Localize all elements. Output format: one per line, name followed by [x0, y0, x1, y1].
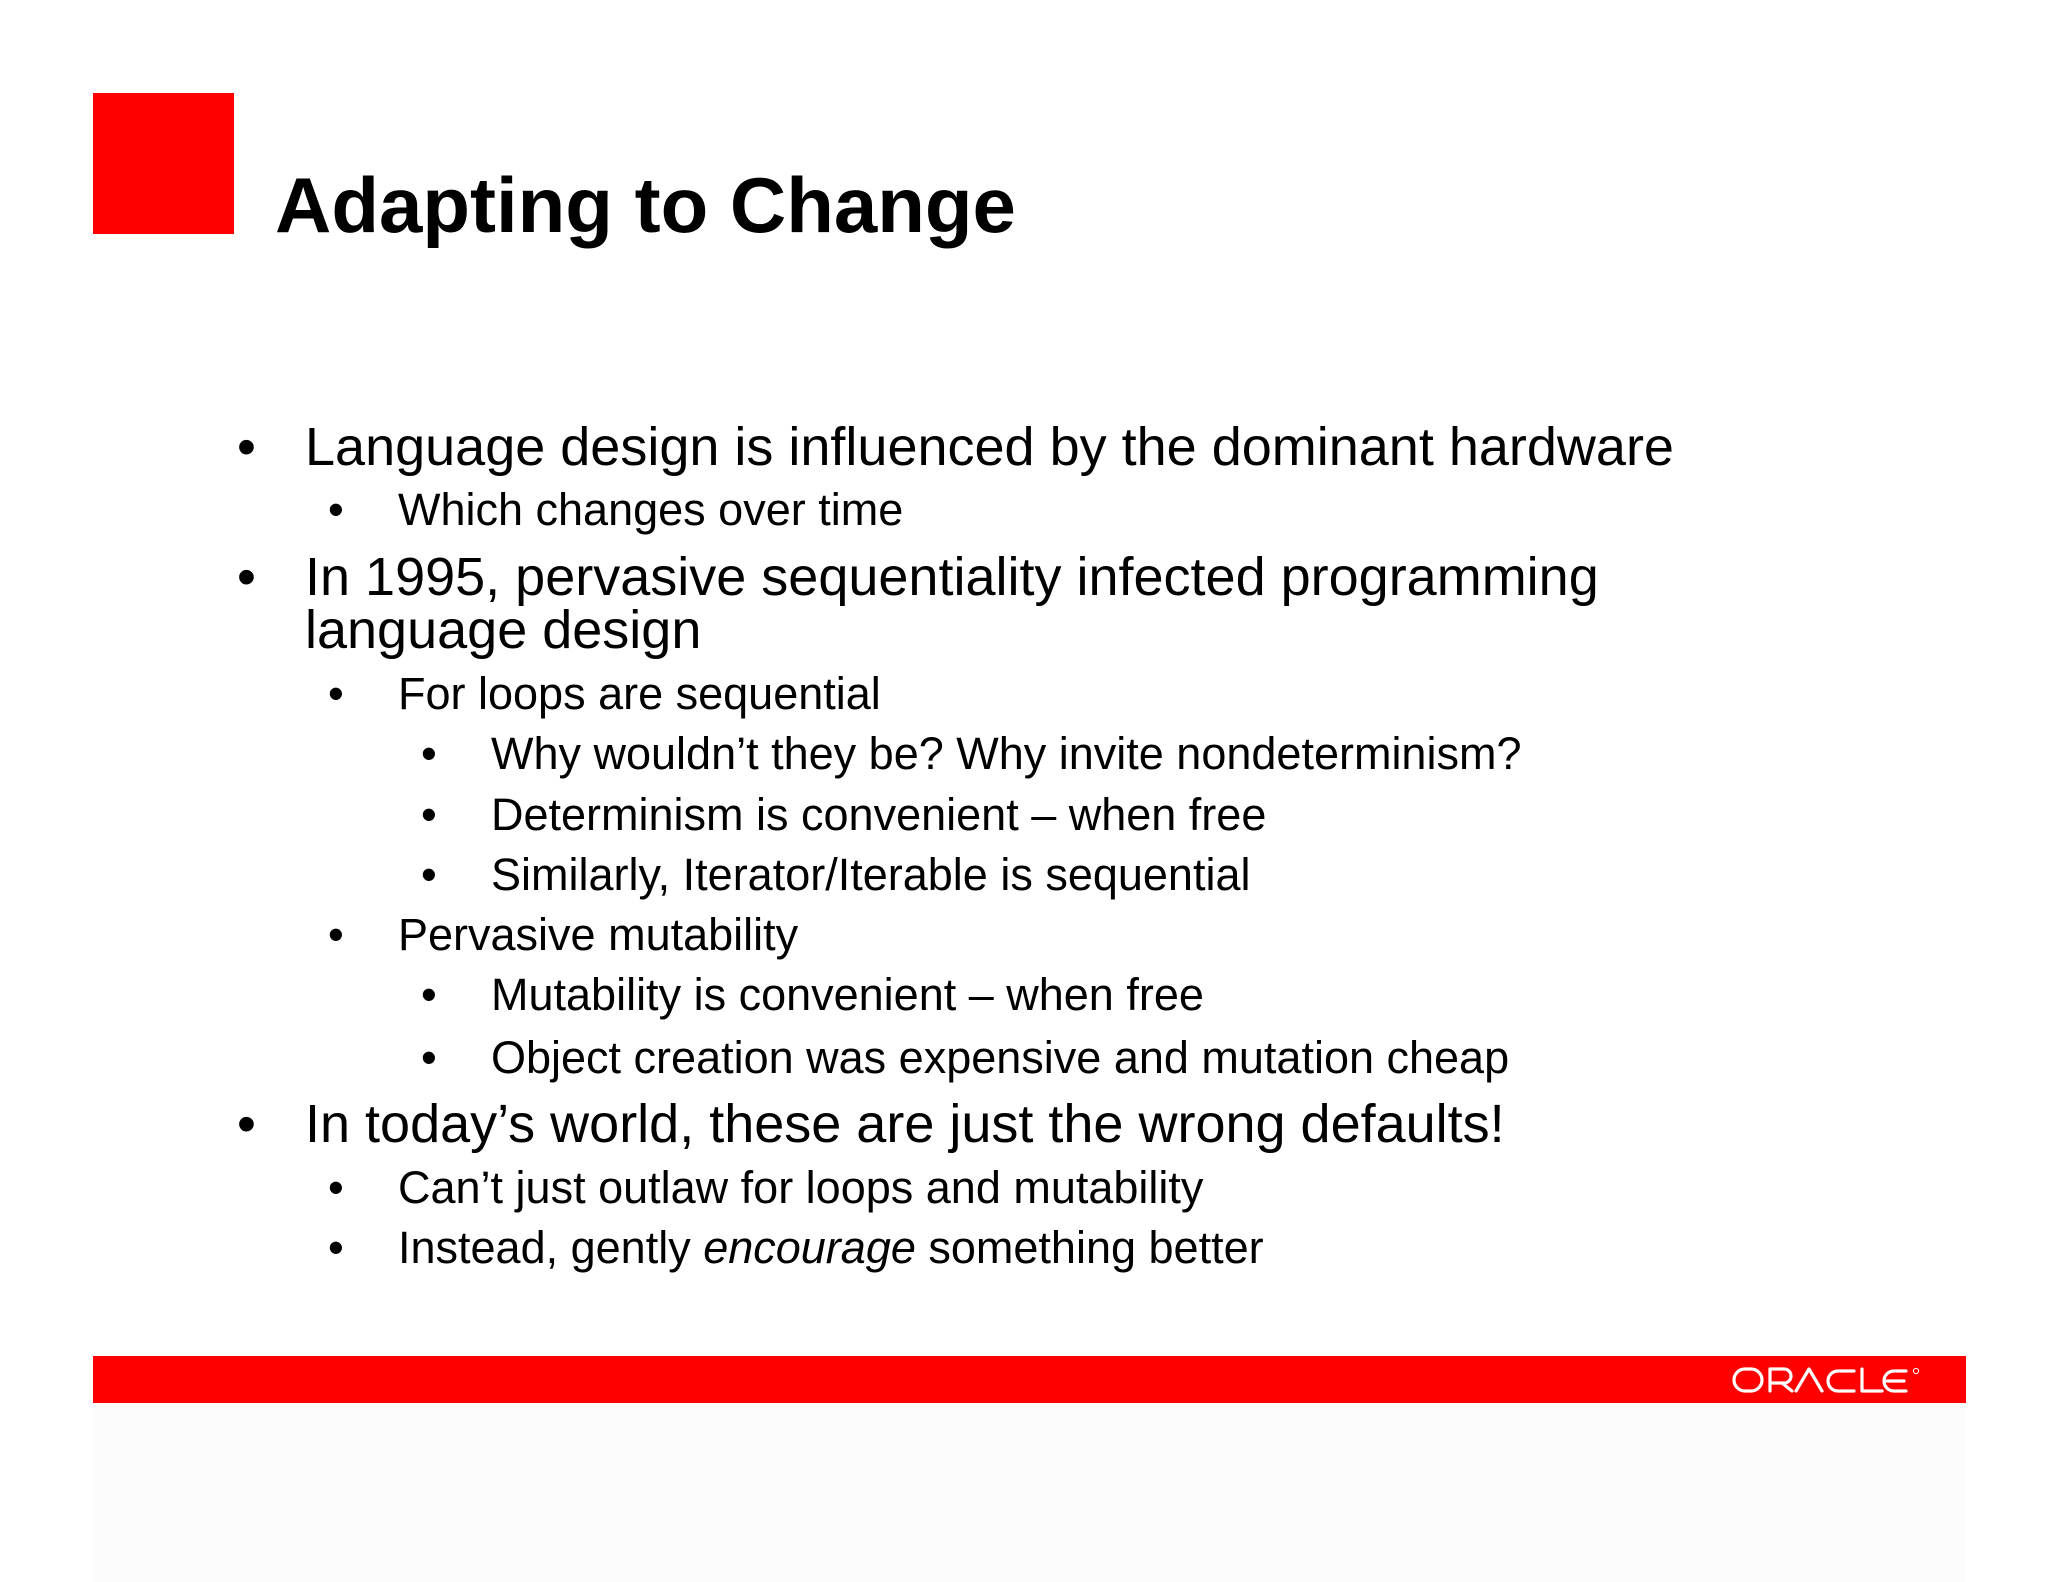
bullet-text-part: something better	[915, 1222, 1264, 1273]
bullet-item-level1	[237, 417, 1674, 477]
bullet-text-emphasis: encourage	[703, 1222, 916, 1273]
bullet-text: Language design is influenced by the dominant hardware	[305, 417, 1674, 477]
bullet-dot-icon: •	[237, 417, 256, 477]
bullet-item-level3	[421, 728, 1522, 780]
bullet-dot-icon: •	[328, 1222, 344, 1273]
bullet-dot-icon: •	[328, 909, 344, 960]
bullet-dot-icon: •	[328, 484, 344, 535]
bullet-item-level3	[421, 969, 1204, 1021]
bullet-item-level2	[328, 909, 799, 961]
bullet-text-part: Instead, gently	[398, 1222, 704, 1273]
bullet-text: In 1995, pervasive sequentiality infected programming	[305, 547, 1599, 607]
bullet-text: Pervasive mutability	[398, 909, 799, 960]
bullet-text: Mutability is convenient – when free	[491, 969, 1204, 1020]
bullet-dot-icon: •	[328, 668, 344, 719]
bullet-text: For loops are sequential	[398, 668, 881, 719]
oracle-logo	[1732, 1361, 1928, 1399]
bullet-text: In today’s world, these are just the wrong defaults!	[305, 1094, 1505, 1154]
bullet-text-continuation	[305, 600, 702, 660]
bullet-item-level2	[328, 1162, 1204, 1214]
slide-title: Adapting to Change	[275, 161, 1016, 249]
slide-bottom-margin	[93, 1403, 1966, 1582]
bullet-text: Can’t just outlaw for loops and mutability	[398, 1162, 1204, 1213]
bullet-text: Similarly, Iterator/Iterable is sequential	[491, 849, 1251, 900]
bullet-text: Determinism is convenient – when free	[491, 789, 1267, 840]
bullet-dot-icon: •	[328, 1162, 344, 1213]
bullet-item-level2	[328, 668, 881, 720]
bullet-dot-icon: •	[237, 547, 256, 607]
bullet-item-level3	[421, 849, 1251, 901]
oracle-logo-wordmark	[1732, 1365, 1928, 1395]
bullet-item-level2	[328, 484, 904, 536]
bullet-dot-icon: •	[421, 728, 437, 779]
bullet-text: Why wouldn’t they be? Why invite nondeterminism?	[491, 728, 1522, 779]
bullet-text	[398, 1222, 1264, 1273]
bullet-dot-icon: •	[237, 1094, 256, 1154]
bullet-dot-icon: •	[421, 969, 437, 1020]
bullet-dot-icon: •	[421, 849, 437, 900]
bullet-item-level3	[421, 1032, 1510, 1084]
bullet-dot-icon: •	[421, 1032, 437, 1083]
bullet-dot-icon: •	[421, 789, 437, 840]
bullet-text: Which changes over time	[398, 484, 904, 535]
bullet-item-level2	[328, 1222, 1264, 1274]
bullet-item-level1	[237, 1094, 1505, 1154]
bullet-item-level1	[237, 547, 1599, 607]
footer-brand-bar	[93, 1356, 1966, 1403]
bullet-item-level3	[421, 789, 1267, 841]
bullet-text: language design	[305, 600, 702, 660]
title-accent-square	[93, 93, 234, 234]
bullet-text: Object creation was expensive and mutation cheap	[491, 1032, 1510, 1083]
